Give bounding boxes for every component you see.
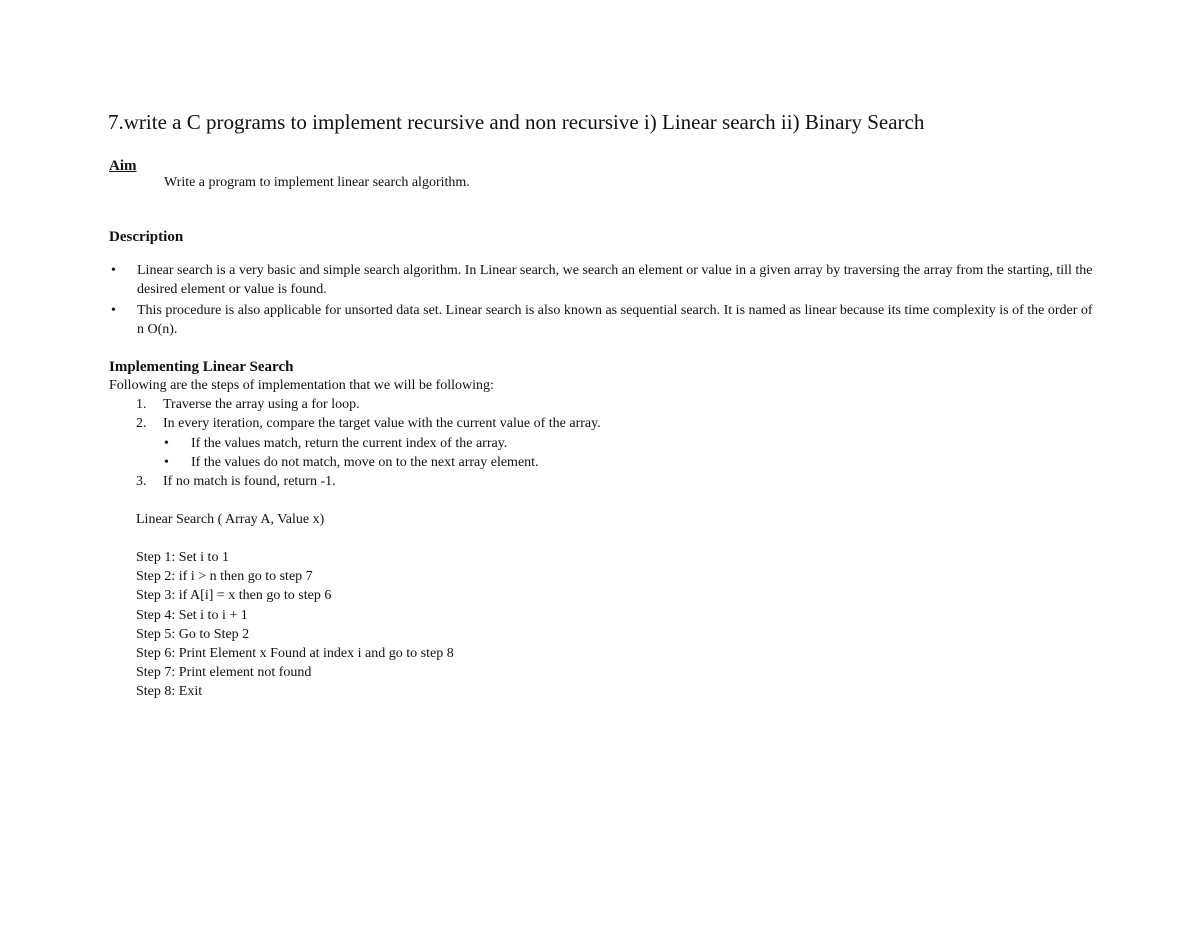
list-item [136,472,601,491]
implementation-steps [136,395,601,491]
step-text: In every iteration, compare the target value with the current value of the array. [163,416,601,432]
algorithm-step: Step 5: Go to Step 2 [136,626,250,642]
step-number: 2. [136,416,147,432]
description-item-text: This procedure is also applicable for unsorted data set. Linear search is also known as sequential search. It is named as linear because its time complexity is of the order of n O(n). [137,303,1093,337]
algorithm-step: Step 7: Print element not found [136,665,312,681]
step-text: Traverse the array using a for loop. [163,397,360,412]
sub-item-text: If the values do not match, move on to the next array element. [191,454,539,470]
sub-list [136,434,601,473]
document-title: 7.write a C programs to implement recursive and non recursive i) Linear search ii) Binary Search [108,110,925,134]
description-list [109,261,1094,341]
bullet-icon: • [111,263,116,278]
bullet-icon: • [164,435,169,451]
implementing-heading: Implementing Linear Search [109,359,294,375]
implementing-intro: Following are the steps of implementation that we will be following: [109,378,494,393]
sub-list-container [136,434,601,473]
algorithm-steps [136,548,454,702]
list-item [136,395,601,414]
algorithm-step: Step 8: Exit [136,684,203,700]
aim-heading: Aim [109,158,137,174]
sub-item-text: If the values match, return the current index of the array. [191,435,508,451]
algorithm-step: Step 6: Print Element x Found at index i and go to step 8 [136,646,454,662]
algorithm-step: Step 2: if i > n then go to step 7 [136,569,313,585]
algorithm-step: Step 1: Set i to 1 [136,550,229,565]
list-item [109,301,1094,339]
description-heading: Description [109,229,184,245]
algorithm-step: Step 3: if A[i] = x then go to step 6 [136,588,332,604]
step-number: 3. [136,474,147,490]
list-item [136,453,601,472]
list-item [136,414,601,433]
list-item [109,261,1094,299]
bullet-icon: • [111,303,116,318]
aim-text: Write a program to implement linear search algorithm. [164,175,470,190]
step-number: 1. [136,397,147,412]
step-text: If no match is found, return -1. [163,474,336,490]
list-item [136,434,601,453]
description-item-text: Linear search is a very basic and simple search algorithm. In Linear search, we search an element or value in a given array by traversing the array from the starting, till the desired element or value is found. [137,263,1093,297]
algorithm-step: Step 4: Set i to i + 1 [136,607,248,623]
bullet-icon: • [164,454,169,470]
algorithm-signature: Linear Search ( Array A, Value x) [136,512,325,527]
